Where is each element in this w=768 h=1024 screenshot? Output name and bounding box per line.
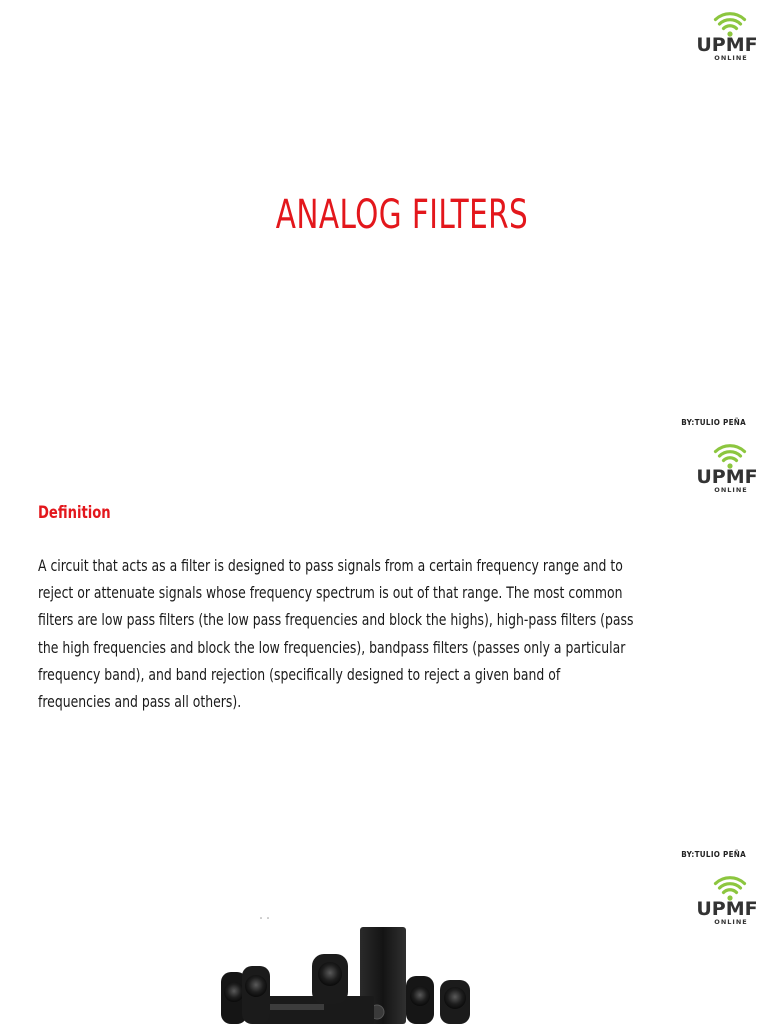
author-byline: BY:TULIO PEÑA — [681, 418, 746, 427]
svg-text:UPMF: UPMF — [696, 466, 758, 488]
paragraph-line: frequency band), and band rejection (specifically designed to reject a given band of — [38, 664, 561, 684]
document-title: ANALOG FILTERS — [275, 192, 529, 238]
slide-title — [0, 0, 768, 432]
svg-text:UPMF: UPMF — [696, 34, 758, 56]
paragraph-line: filters are low pass filters (the low pass frequencies and block the highs), high-pass filters (pass — [38, 610, 634, 630]
definition-paragraph — [38, 552, 729, 715]
svg-text:ONLINE: ONLINE — [714, 918, 748, 926]
paragraph-line: the high frequencies and block the low frequencies), bandpass filters (passes only a particular — [38, 637, 626, 657]
slide-definition — [0, 432, 768, 864]
paragraph-line: frequencies and pass all others). — [38, 692, 242, 712]
svg-text:ONLINE: ONLINE — [714, 486, 748, 494]
upmf-logo — [692, 442, 762, 496]
home-theater-speakers-image — [218, 914, 480, 1024]
paragraph-line: A circuit that acts as a filter is designed to pass signals from a certain frequency range and to — [38, 556, 623, 575]
upmf-logo-graphic — [692, 10, 762, 64]
upmf-logo-graphic — [692, 874, 762, 928]
upmf-logo — [692, 874, 762, 928]
upmf-logo — [692, 10, 762, 64]
svg-text:UPMF: UPMF — [696, 898, 758, 920]
section-heading: Definition — [38, 503, 111, 523]
author-byline: BY:TULIO PEÑA — [681, 850, 746, 859]
paragraph-line: reject or attenuate signals whose frequency spectrum is out of that range. The most common — [38, 583, 623, 603]
svg-text:ONLINE: ONLINE — [714, 54, 748, 62]
slide-image — [0, 864, 768, 1024]
upmf-logo-graphic — [692, 442, 762, 496]
